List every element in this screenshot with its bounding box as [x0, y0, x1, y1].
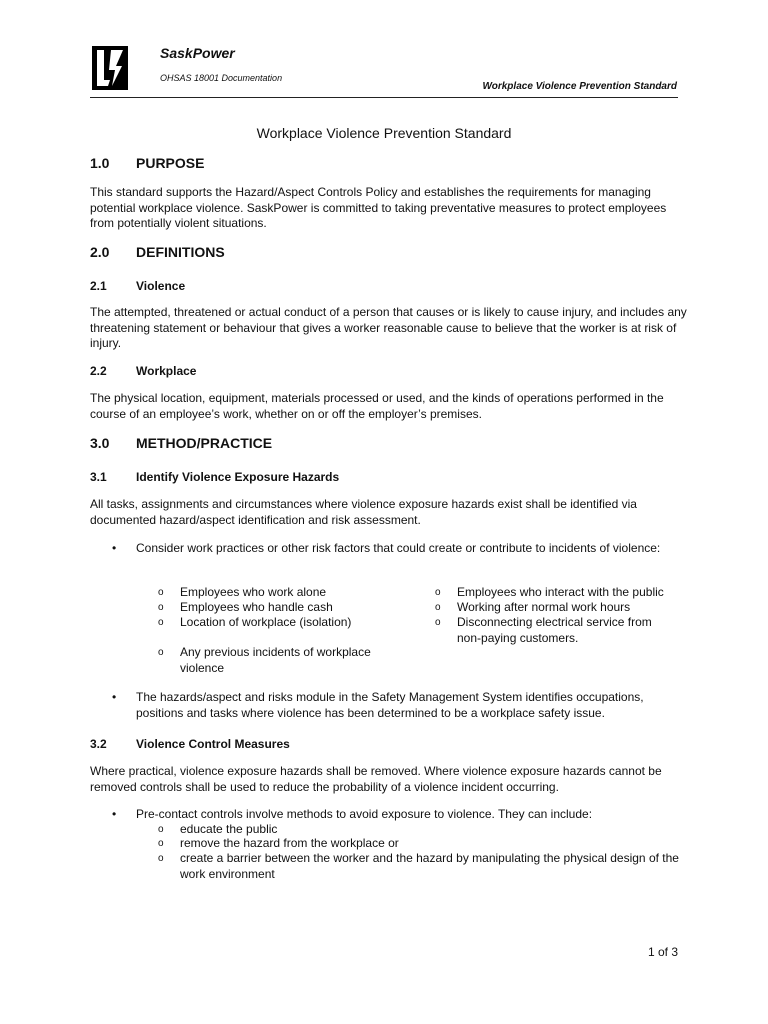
sub-bullet-icon: o	[435, 587, 441, 598]
control-item-text: remove the hazard from the workplace or	[180, 836, 399, 850]
subsection-workplace-heading	[90, 364, 196, 378]
saskpower-logo-icon	[92, 46, 128, 90]
subsection-title: Identify Violence Exposure Hazards	[136, 470, 340, 484]
sub-bullet-icon: o	[435, 602, 441, 613]
section-title: DEFINITIONS	[136, 244, 225, 260]
doc-series: OHSAS 18001 Documentation	[160, 73, 283, 83]
control-item-text: create a barrier between the worker and the hazard by manipulating the physical design of the work environment	[180, 851, 679, 881]
subsection-number: 2.2	[90, 364, 107, 378]
sub-bullet-icon: o	[158, 602, 164, 613]
bullet-text: Pre-contact controls involve methods to avoid exposure to violence. They can include:	[136, 807, 593, 821]
section-number: 3.0	[90, 435, 110, 451]
subsection-title: Workplace	[136, 364, 197, 378]
subsection-control-heading	[90, 737, 290, 751]
risk-factor-text: Disconnecting electrical service from non-paying customers.	[457, 615, 652, 645]
workplace-definition: The physical location, equipment, materials processed or used, and the kinds of operations performed in the course of an employee’s work, whether on or off the employer’s premises.	[90, 391, 664, 421]
subsection-title: Violence Control Measures	[136, 737, 290, 751]
bullet-text: The hazards/aspect and risks module in the Safety Management System identifies occupations, positions and tasks where violence has been determined to be a workplace safety issue.	[136, 690, 644, 720]
sub-bullet-icon: o	[158, 838, 164, 849]
sub-bullet-icon: o	[158, 853, 164, 864]
risk-factor-text: Employees who work alone	[180, 585, 327, 599]
identify-paragraph: All tasks, assignments and circumstances where violence exposure hazards exist shall be identified via documented hazard/aspect identification and risk assessment.	[90, 497, 637, 527]
risk-factor-text: Working after normal work hours	[457, 600, 631, 614]
risk-factor-text: Location of workplace (isolation)	[180, 615, 352, 629]
section-number: 1.0	[90, 155, 110, 171]
section-title: PURPOSE	[136, 155, 205, 171]
violence-definition: The attempted, threatened or actual conduct of a person that causes or is likely to cause injury, and includes any threatening statement or behaviour that gives a worker reasonable cause to believe that the worker is at risk of injury.	[90, 305, 687, 350]
section-method-heading	[90, 435, 272, 451]
purpose-paragraph: This standard supports the Hazard/Aspect Controls Policy and establishes the requirements for managing potential workplace violence. SaskPower is committed to taking preventative measures to protect employees from potentially violent situations.	[90, 185, 667, 230]
risk-factor-text: Employees who interact with the public	[457, 585, 664, 599]
control-paragraph: Where practical, violence exposure hazards shall be removed. Where violence exposure hazards cannot be removed controls shall be used to reduce the probability of a violence incident occurring.	[90, 764, 662, 794]
company-name: SaskPower	[160, 45, 235, 61]
subsection-violence-heading	[90, 279, 185, 293]
header-doc-title: Workplace Violence Prevention Standard	[482, 81, 677, 92]
risk-factor-text: Any previous incidents of workplace violence	[180, 645, 371, 675]
subsection-number: 3.1	[90, 470, 107, 484]
sub-bullet-icon: o	[158, 617, 164, 628]
page-number: 1 of 3	[647, 945, 678, 959]
subsection-number: 3.2	[90, 737, 107, 751]
subsection-identify-heading	[90, 470, 339, 484]
page-title: Workplace Violence Prevention Standard	[256, 125, 512, 141]
subsection-number: 2.1	[90, 279, 107, 293]
sub-bullet-icon: o	[158, 824, 164, 835]
section-title: METHOD/PRACTICE	[136, 435, 273, 451]
sub-bullet-icon: o	[158, 647, 164, 658]
bullet-icon: •	[112, 807, 117, 821]
bullet-icon: •	[112, 541, 117, 555]
section-number: 2.0	[90, 244, 110, 260]
bullet-icon: •	[112, 690, 117, 704]
subsection-title: Violence	[136, 279, 186, 293]
sub-bullet-icon: o	[158, 587, 164, 598]
sub-bullet-icon: o	[435, 617, 441, 628]
section-purpose-heading	[90, 155, 204, 171]
risk-factor-text: Employees who handle cash	[180, 600, 333, 614]
control-item-text: educate the public	[180, 822, 278, 836]
section-definitions-heading	[90, 244, 225, 260]
header-rule	[90, 97, 678, 98]
bullet-text: Consider work practices or other risk factors that could create or contribute to incidents of violence:	[136, 541, 661, 555]
